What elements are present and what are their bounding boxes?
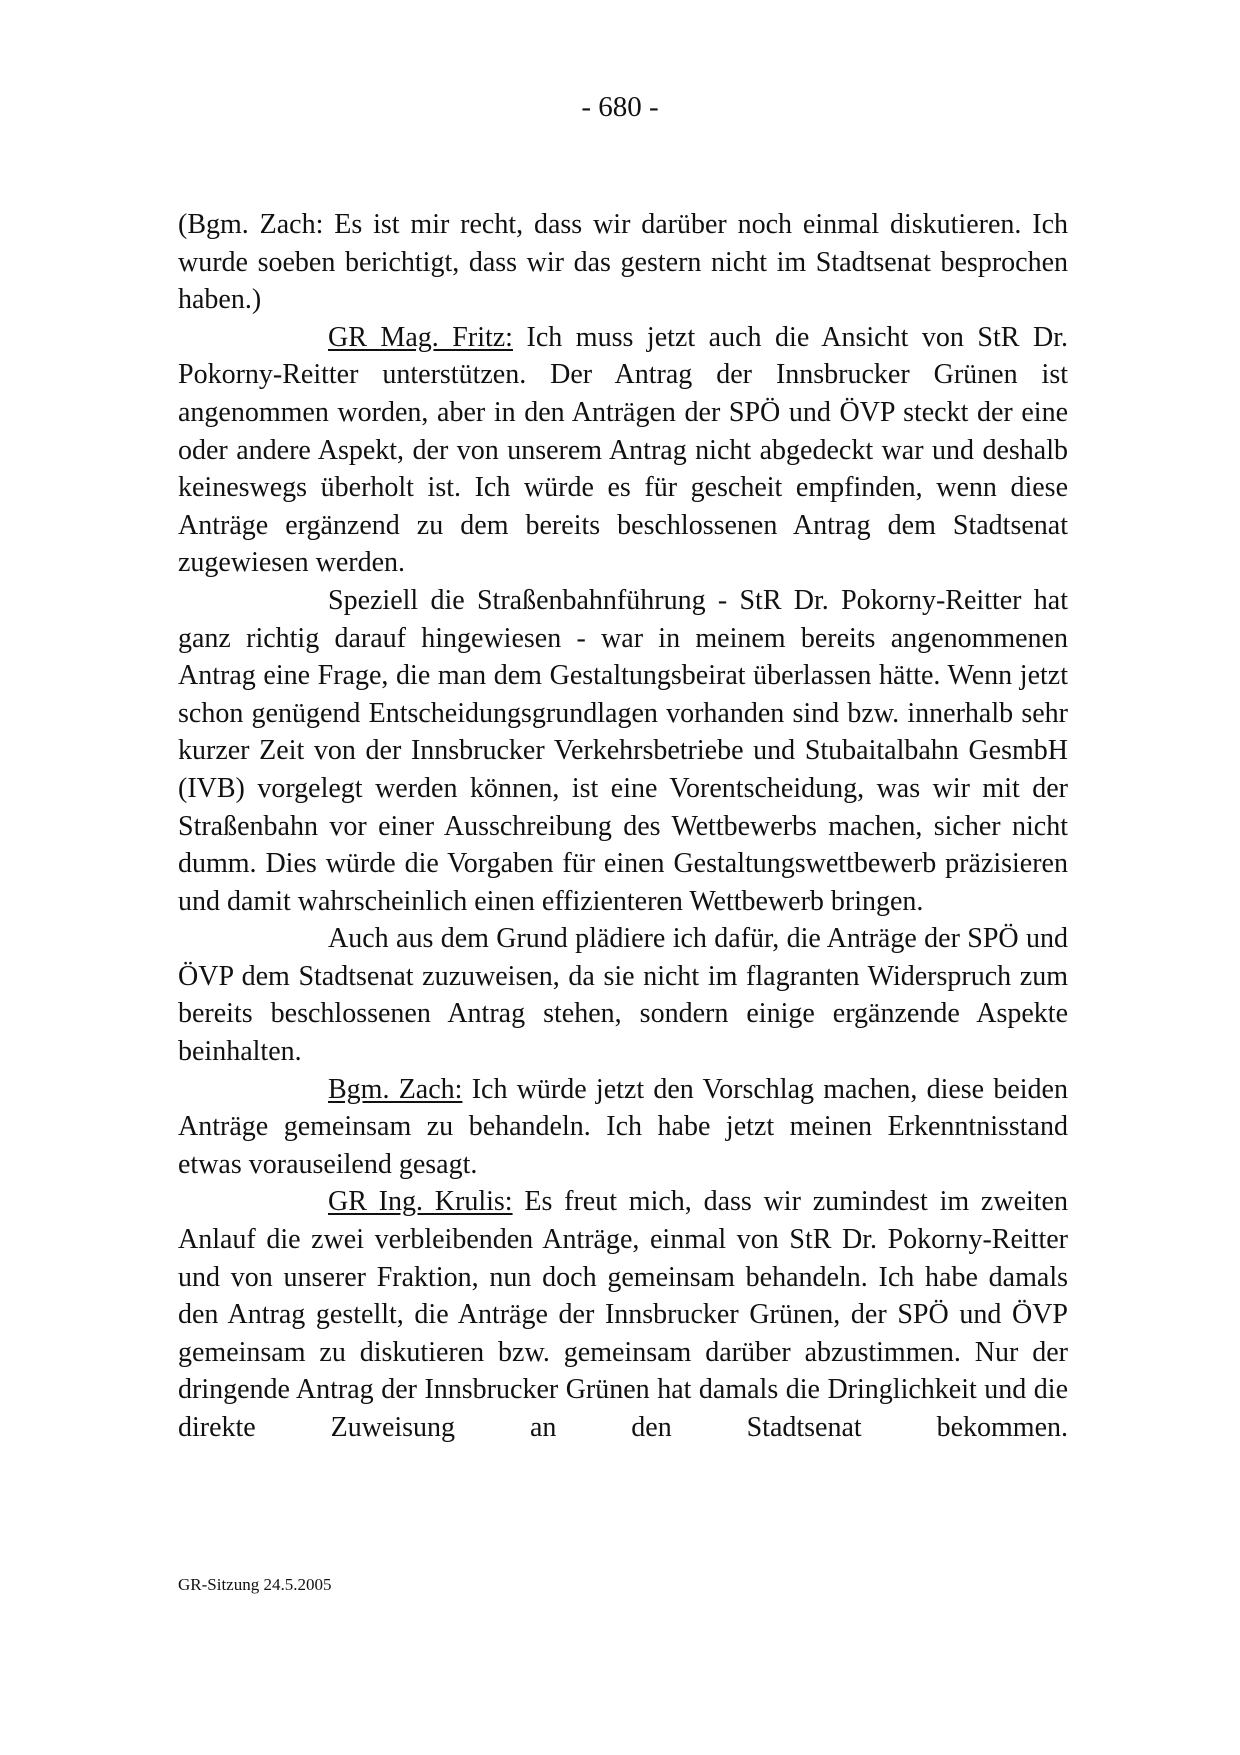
paragraph-3 — [178, 582, 1068, 920]
paragraph-text: Es freut mich, dass wir zumindest im zweiten Anlauf die zwei verbleibenden Anträge, einmal von StR Dr. Pokorny-Reitter und von unserer Fraktion, nun doch gemeinsam behandeln. Ich habe damals den Antrag gestellt, die Anträge der Innsbrucker Grünen, der SPÖ und ÖVP gemeinsam zu diskutieren bzw. gemeinsam darüber abzustimmen. Nur der dringende Antrag der Innsbrucker Grünen hat damals die Dringlichkeit und die direkte Zuweisung an den Stadtsenat bekommen. — [178, 1186, 1068, 1443]
paragraph-4 — [178, 920, 1068, 1070]
speaker-name: Bgm. Zach: — [328, 1073, 463, 1105]
paragraph-6 — [178, 1183, 1068, 1446]
footer-session: GR-Sitzung 24.5.2005 — [178, 1575, 332, 1594]
speaker-name: GR Mag. Fritz: — [328, 321, 513, 353]
page-number: - 680 - — [581, 91, 659, 123]
paragraph-text: Ich muss jetzt auch die Ansicht von StR Dr. Pokorny-Reitter unterstützen. Der Antrag der Innsbrucker Grünen ist angenommen worden, aber in den Anträgen der SPÖ und ÖVP steckt der eine oder andere Aspekt, der von unserem Antrag nicht abgedeckt war und deshalb keineswegs überholt ist. Ich würde es für gescheit empfinden, wenn diese Anträge ergänzend zu dem bereits beschlossenen Antrag dem Stadtsenat zugewiesen werden. — [178, 321, 1068, 579]
paragraph-5 — [178, 1071, 1068, 1184]
paragraph-text: Ich würde jetzt den Vorschlag machen, diese beiden Anträge gemeinsam zu behandeln. Ich habe jetzt meinen Erkenntnisstand etwas vorauseilend gesagt. — [178, 1073, 1068, 1180]
paragraph-1 — [178, 206, 1068, 319]
paragraph-text: (Bgm. Zach: Es ist mir recht, dass wir darüber noch einmal diskutieren. Ich wurde soeben berichtigt, dass wir das gestern nicht im Stadtsenat besprochen haben.) — [178, 209, 1068, 316]
speaker-name: GR Ing. Krulis: — [328, 1186, 513, 1218]
paragraph-text: Auch aus dem Grund plädiere ich dafür, die Anträge der SPÖ und ÖVP dem Stadtsenat zuzuweisen, da sie nicht im flagranten Widerspruch zum bereits beschlossenen Antrag stehen, sondern einige ergänzende Aspekte beinhalten. — [178, 923, 1068, 1068]
document-body — [178, 206, 1068, 1447]
paragraph-text: Speziell die Straßenbahnführung - StR Dr. Pokorny-Reitter hat ganz richtig darauf hingewiesen - war in meinem bereits angenommenen Antrag eine Frage, die man dem Gestaltungsbeirat überlassen hätte. Wenn jetzt schon genügend Entscheidungsgrundlagen vorhanden sind bzw. innerhalb sehr kurzer Zeit von der Innsbrucker Verkehrsbetriebe und Stubaitalbahn GesmbH (IVB) vorgelegt werden können, ist eine Vorentscheidung, was wir mit der Straßenbahn vor einer Ausschreibung des Wettbewerbs machen, sicher nicht dumm. Dies würde die Vorgaben für einen Gestaltungswettbewerb präzisieren und damit wahrscheinlich einen effizientеren Wettbewerb bringen. — [178, 584, 1068, 917]
paragraph-2 — [178, 319, 1068, 582]
